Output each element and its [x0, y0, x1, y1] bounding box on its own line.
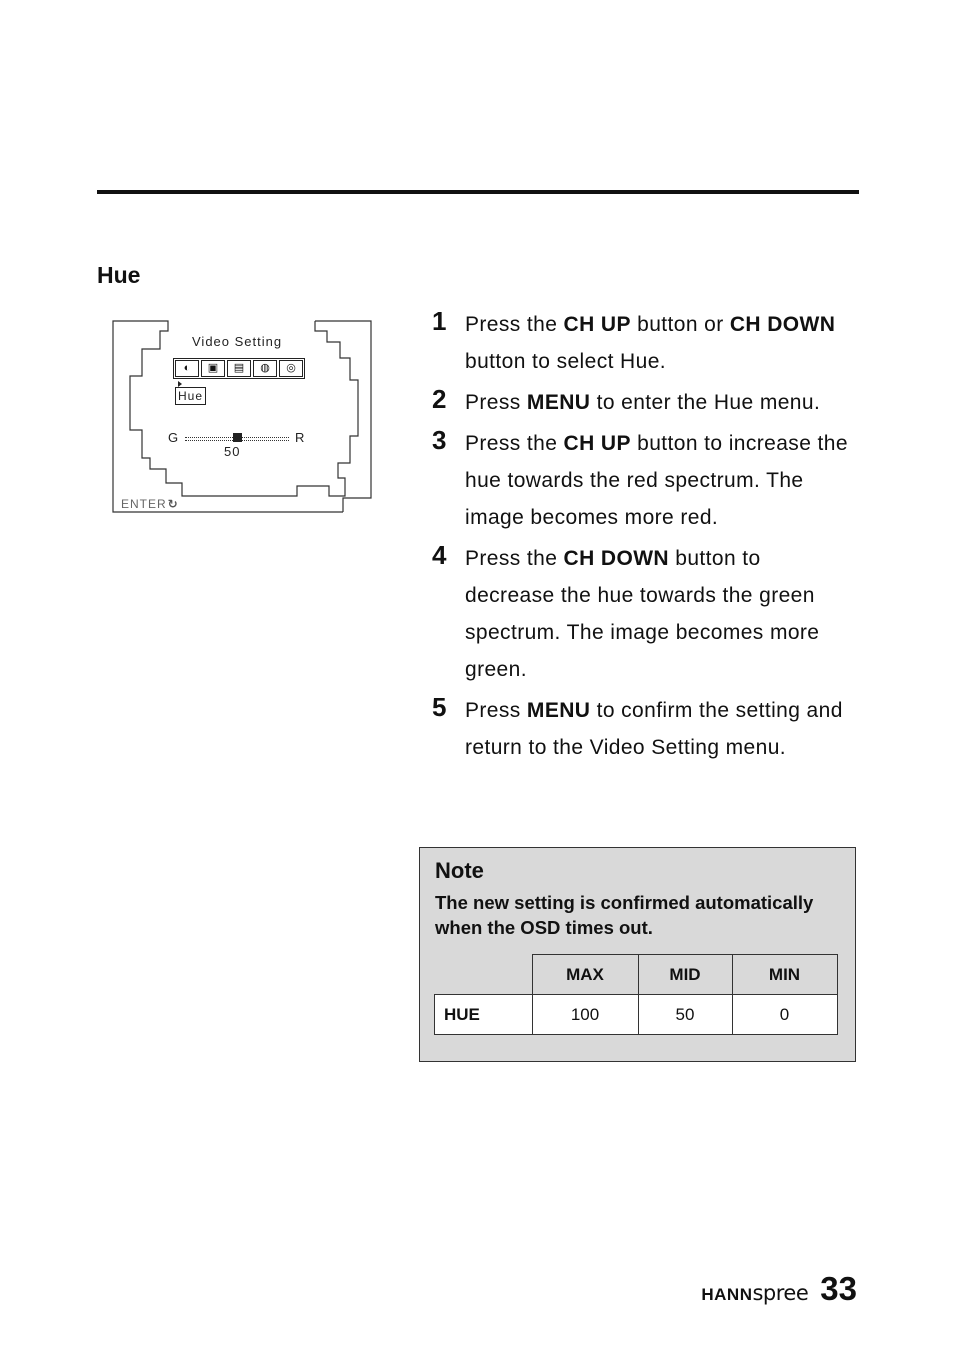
picture-icon[interactable]: ▣	[201, 360, 225, 377]
step-text: Press the	[465, 432, 564, 455]
step-number: 2	[432, 384, 447, 414]
page-footer	[701, 1270, 857, 1308]
section-title: Hue	[97, 262, 141, 288]
step-text: to confirm the setting and return to the Video Setting menu.	[465, 699, 843, 759]
brand-light: spree	[752, 1281, 809, 1305]
table-header-min: MIN	[732, 955, 837, 995]
step-item	[432, 540, 852, 688]
step-text: Press	[465, 699, 527, 722]
step-number: 3	[432, 425, 447, 455]
note-title: Note	[435, 858, 484, 883]
step-text: Press	[465, 391, 527, 414]
step-text: button to decrease the hue towards the green spectrum. The image becomes more green.	[465, 547, 820, 681]
step-text: button to increase the hue towards the red spectrum. The image becomes more red.	[465, 432, 848, 529]
hue-range-table	[434, 954, 838, 1035]
table-cell-max: 100	[532, 995, 638, 1035]
table-cell-mid: 50	[638, 995, 732, 1035]
note-box	[419, 847, 856, 1062]
table-row	[435, 995, 838, 1035]
step-text: Press the	[465, 313, 564, 336]
osd-title: Video Setting	[192, 334, 283, 349]
step-text: button to select Hue.	[465, 350, 667, 373]
step-keyword: MENU	[526, 699, 591, 722]
table-header-max: MAX	[532, 955, 638, 995]
step-keyword: CH UP	[563, 313, 631, 336]
table-cell-min: 0	[732, 995, 837, 1035]
menu-grid-icon[interactable]: ▤	[227, 360, 251, 377]
step-keyword: MENU	[526, 391, 591, 414]
enter-hint	[121, 497, 179, 511]
page-number: 33	[820, 1270, 857, 1307]
enter-label: ENTER	[121, 497, 167, 511]
osd-figure	[112, 318, 374, 516]
contrast-icon[interactable]: ◐	[175, 360, 199, 377]
slider-left-label: G	[168, 430, 179, 445]
brand-logo	[701, 1281, 808, 1306]
step-text: Press the	[465, 547, 564, 570]
color-palette-icon[interactable]: ◍	[253, 360, 277, 377]
table-header-row	[435, 955, 838, 995]
step-item	[432, 384, 852, 421]
step-item	[432, 425, 852, 536]
slider-right-label: R	[295, 430, 305, 445]
table-corner	[435, 955, 533, 995]
step-keyword: CH DOWN	[563, 547, 669, 570]
enter-return-icon: ↻	[167, 497, 179, 511]
step-text: to enter the Hue menu.	[590, 391, 821, 414]
note-text: The new setting is confirmed automatically when the OSD times out.	[435, 892, 814, 938]
top-rule	[97, 190, 859, 194]
instruction-steps	[432, 306, 852, 770]
table-row-label: HUE	[435, 995, 533, 1035]
slider-value: 50	[224, 444, 241, 459]
step-number: 4	[432, 540, 447, 570]
step-text: button or	[630, 313, 730, 336]
step-item	[432, 692, 852, 766]
step-keyword: CH DOWN	[729, 313, 836, 336]
step-item	[432, 306, 852, 380]
table-header-mid: MID	[638, 955, 732, 995]
step-number: 1	[432, 306, 447, 336]
osd-selected-item[interactable]: Hue	[175, 387, 206, 405]
brand-bold: HANN	[701, 1285, 753, 1304]
step-keyword: CH UP	[563, 432, 631, 455]
hue-slider-thumb[interactable]	[233, 433, 242, 442]
step-number: 5	[432, 692, 447, 722]
globe-settings-icon[interactable]: ◎	[279, 360, 303, 377]
osd-icon-row	[173, 358, 305, 379]
